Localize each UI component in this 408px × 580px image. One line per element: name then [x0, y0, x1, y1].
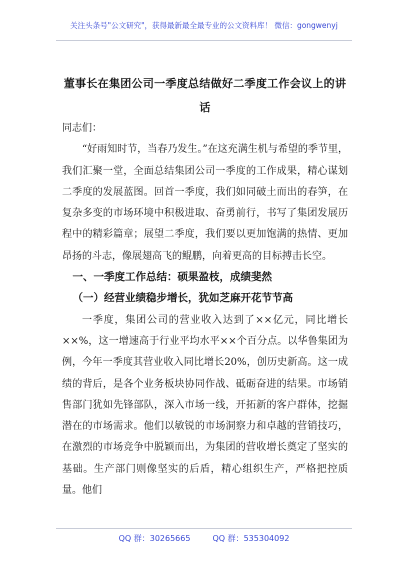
footer [0, 533, 408, 544]
footer-qq-group-1: 30265665 [149, 534, 191, 543]
header-divider [56, 40, 352, 41]
footer-qq-label-1: QQ 群： [118, 534, 150, 543]
document-body [62, 118, 348, 501]
salutation: 同志们： [62, 123, 102, 134]
subsection-heading: （一）经营业绩稳步增长，犹如芝麻开花节节高 [72, 292, 293, 305]
footer-qq-label-2: QQ 群： [212, 534, 244, 543]
footer-divider [56, 528, 352, 529]
body-paragraph: “好雨知时节，当春乃发生。”在这充满生机与希望的季节里，我们汇聚一堂，全面总结集团公司一季度的工作成果，精心谋划二季度的发展蓝图。回首一季度，我们如同破土而出的春笋，在复杂多变的市场环境中积极进取、奋勇前行，书写了集团发展历程中的精彩篇章；展望二季度，我们要以更加饱满的热情、更加昂扬的斗志，像展翅高飞的鲲鹏，向着更高的目标搏击长空。 [62, 144, 348, 262]
body-paragraph: 一季度，集团公司的营业收入达到了××亿元，同比增长××%，这一增速高于行业平均水平××个百分点。以华鲁集团为例，今年一季度其营业收入同比增长20%，创历史新高。这一成绩的背后，是各个业务板块协同作战、砥砺奋进的结果。市场销售部门犹如先锋部队，深入市场一线，开拓新的客户群体，挖掘潜在的市场需求。他们以敏锐的市场洞察力和卓越的营销技巧，在激烈的市场竞争中脱颖而出，为集团的营收增长奠定了坚实的基础。生产部门则像坚实的后盾，精心组织生产，严格把控质量。他们 [62, 314, 348, 497]
document-title: 董事长在集团公司一季度总结做好二季度工作会议上的讲话 [63, 77, 347, 114]
section-heading: 一、一季度工作总结：硕果盈枝，成绩斐然 [72, 271, 272, 284]
header-banner: 关注头条号"公文研究"，获得最新最全最专业的公文资料库！ 微信：gongwenyj [70, 21, 338, 30]
footer-qq-group-2: 535304092 [243, 534, 290, 543]
